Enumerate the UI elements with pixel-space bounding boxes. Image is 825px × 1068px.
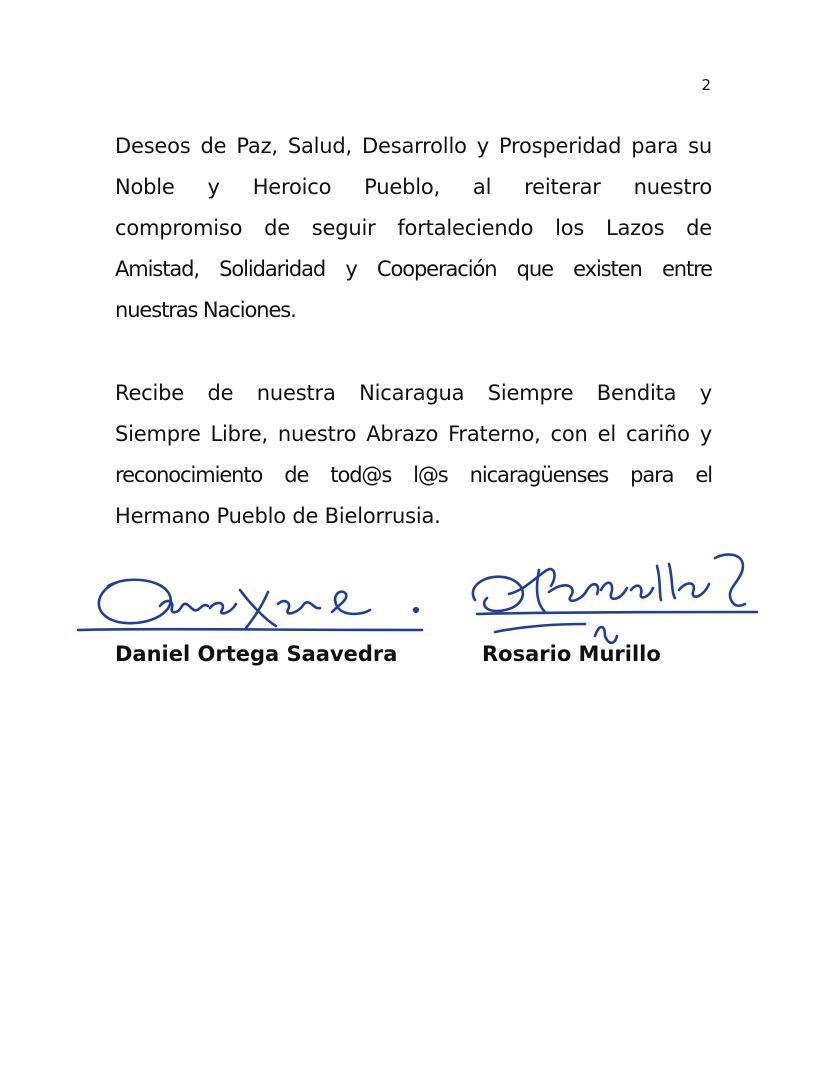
- paragraph-line: reconocimiento de tod@s l@s nicaragüenses para el: [115, 463, 712, 487]
- paragraph-line: Noble y Heroico Pueblo, al reiterar nuestro: [115, 175, 712, 199]
- handwritten-signature-murillo: [465, 540, 765, 650]
- paragraph-line: compromiso de seguir fortaleciendo los Lazos de: [115, 216, 712, 240]
- paragraph-line: nuestras Naciones.: [115, 298, 296, 322]
- signature-murillo: [465, 540, 765, 650]
- paragraph-line: Deseos de Paz, Salud, Desarrollo y Prosperidad para su: [115, 134, 712, 158]
- paragraph-fraternal-greeting: [115, 373, 712, 537]
- paragraph-line: Recibe de nuestra Nicaragua Siempre Bendita y: [115, 381, 712, 405]
- paragraph-line: Hermano Pueblo de Bielorrusia.: [115, 504, 441, 528]
- signature-ortega: [70, 560, 430, 642]
- paragraph-line: Siempre Libre, nuestro Abrazo Fraterno, con el cariño y: [115, 422, 712, 446]
- handwritten-signature-ortega: [70, 560, 430, 642]
- paragraph-line: Amistad, Solidaridad y Cooperación que existen entre: [115, 257, 712, 281]
- page-number: 2: [701, 76, 711, 94]
- paragraph-closing-wishes: [115, 126, 712, 331]
- signatory-name-ortega: Daniel Ortega Saavedra: [115, 642, 398, 666]
- signatory-name-murillo: Rosario Murillo: [482, 642, 661, 666]
